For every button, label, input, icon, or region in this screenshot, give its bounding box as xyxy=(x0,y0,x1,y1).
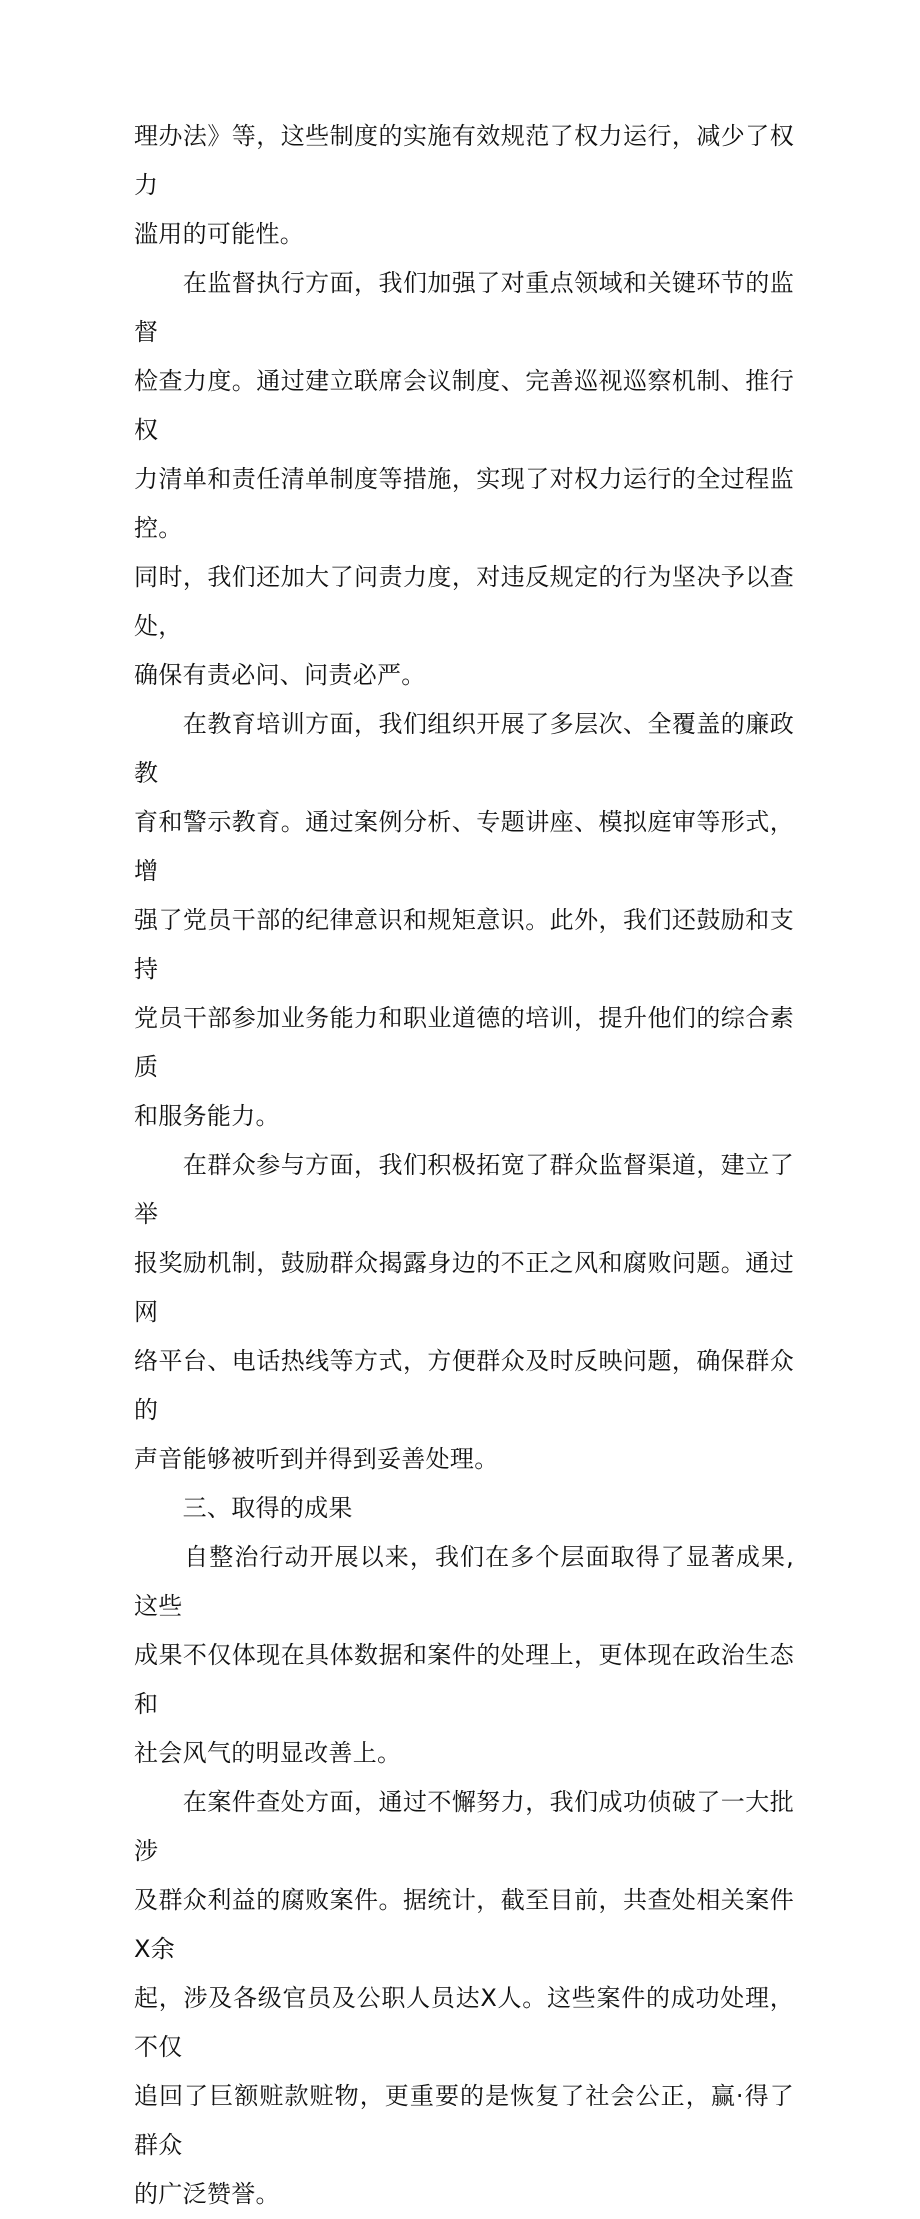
document-body xyxy=(134,112,794,2219)
paragraph-education: 在教育培训方面，我们组织开展了多层次、全覆盖的廉政教 育和警示教育。通过案例分析、专题讲座、模拟庭审等形式，增 强了党员干部的纪律意识和规矩意识。此外，我们还鼓励和支持 党员干部参加业务能力和职业道德的培训，提升他们的综合素质 和服务能力。 xyxy=(134,710,794,1130)
paragraph-supervision: 在监督执行方面，我们加强了对重点领域和关键环节的监督 检查力度。通过建立联席会议制度、完善巡视巡察机制、推行权 力清单和责任清单制度等措施，实现了对权力运行的全过程监控。 同时，我们还加大了问责力度，对违反规定的行为坚决予以查处， 确保有责必问、问责必严。 xyxy=(134,269,794,689)
paragraph-continuation: 理办法》等，这些制度的实施有效规范了权力运行，减少了权力 滥用的可能性。 xyxy=(134,122,794,248)
paragraph-public-participation: 在群众参与方面，我们积极拓宽了群众监督渠道，建立了举 报奖励机制，鼓励群众揭露身边的不正之风和腐败问题。通过网 络平台、电话热线等方式，方便群众及时反映问题，确保群众的 声音能够被听到并得到妥善处理。 xyxy=(134,1151,794,1473)
paragraph-results-intro: 自整治行动开展以来，我们在多个层面取得了显著成果,这些 成果不仅体现在具体数据和案件的处理上，更体现在政治生态和 社会风气的明显改善上。 xyxy=(134,1543,794,1767)
paragraph-case-handling: 在案件查处方面，通过不懈努力，我们成功侦破了一大批涉 及群众利益的腐败案件。据统计，截至目前，共查处相关案件X余 起，涉及各级官员及公职人员达X人。这些案件的成功处理，不仅 追回了巨额赃款赃物，更重要的是恢复了社会公正，赢·得了群众 的广泛赞誉。 xyxy=(134,1788,794,2208)
section-heading-results: 三、取得的成果 xyxy=(134,1494,353,1522)
